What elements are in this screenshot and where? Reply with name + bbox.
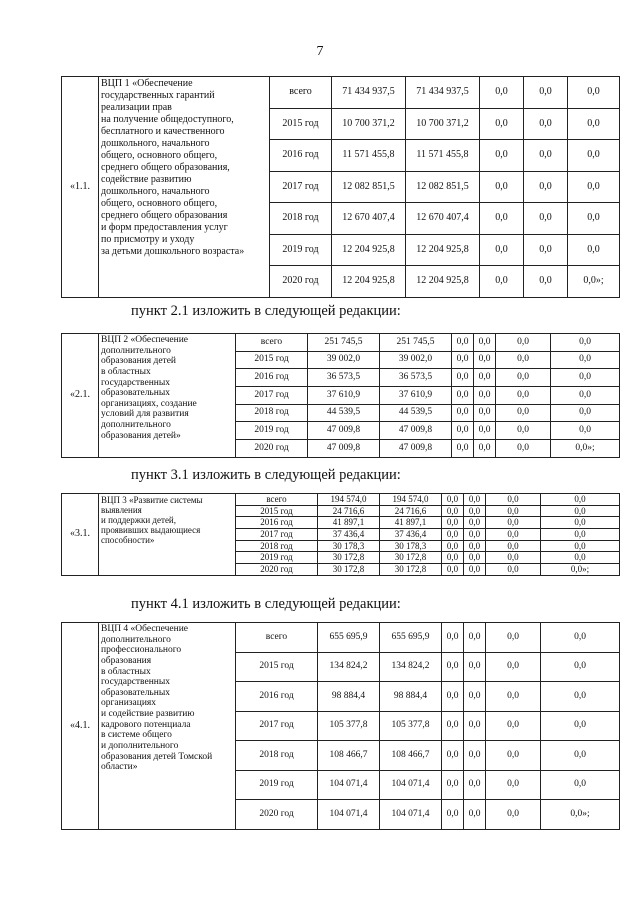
value-cell: 0,0 [464, 505, 486, 517]
value-cell: 0,0 [486, 800, 541, 830]
value-cell: 24 716,6 [380, 505, 442, 517]
value-cell: 108 466,7 [318, 741, 380, 771]
value-cell: 0,0 [568, 108, 620, 140]
value-cell: 0,0 [480, 171, 524, 203]
value-cell: 0,0 [442, 564, 464, 576]
table-3-1 [61, 493, 620, 576]
value-cell: 0,0 [496, 404, 551, 422]
program-name-line: на получение общедоступного, [101, 114, 234, 125]
value-cell: 0,0 [480, 266, 524, 298]
value-cell: 0,0 [474, 404, 496, 422]
value-cell: 47 009,8 [380, 422, 452, 440]
value-cell: 39 002,0 [380, 351, 452, 369]
value-cell: 0,0 [551, 422, 620, 440]
value-cell: 98 884,4 [318, 682, 380, 712]
value-cell: 41 897,1 [380, 517, 442, 529]
item-number: «4.1. [62, 623, 99, 830]
program-name-line: ВЦП 2 «Обеспечение [101, 335, 188, 345]
program-name-line: способности» [101, 535, 155, 546]
program-name-line: среднего общего образования [101, 210, 228, 221]
page-number: 7 [316, 44, 324, 59]
program-name-line: профессионального [101, 645, 182, 656]
value-cell: 0,0»; [568, 266, 620, 298]
value-cell: 0,0 [464, 652, 486, 682]
program-name-line: содействие развитию [101, 174, 192, 185]
value-cell: 0,0 [486, 652, 541, 682]
program-name-line: образовательных [101, 388, 170, 399]
value-cell: 0,0 [452, 369, 474, 387]
program-name-line: организациях, создание [101, 398, 197, 409]
value-cell: 0,0 [551, 369, 620, 387]
value-cell: 105 377,8 [318, 711, 380, 741]
value-cell: 0,0 [524, 108, 568, 140]
value-cell: 0,0 [442, 494, 464, 506]
program-name-line: государственных [101, 677, 171, 688]
value-cell: 0,0 [452, 351, 474, 369]
year-cell: 2019 год [236, 552, 318, 564]
value-cell: 0,0 [541, 770, 620, 800]
value-cell: 0,0 [464, 800, 486, 830]
year-cell: 2018 год [236, 540, 318, 552]
year-cell: 2015 год [236, 505, 318, 517]
value-cell: 0,0 [551, 334, 620, 352]
year-cell: 2017 год [270, 171, 332, 203]
item-number: «1.1. [62, 77, 99, 298]
table-row [62, 494, 620, 506]
value-cell: 11 571 455,8 [332, 140, 406, 172]
value-cell: 0,0 [496, 422, 551, 440]
table-row [62, 77, 620, 109]
program-name-line: проявивших выдающиеся [101, 525, 201, 536]
program-name-line: по присмотру и уходу [101, 234, 195, 245]
program-name-line: ВЦП 3 «Развитие системы [101, 495, 203, 505]
value-cell: 0,0»; [541, 800, 620, 830]
year-cell: 2020 год [236, 564, 318, 576]
value-cell: 104 071,4 [318, 770, 380, 800]
program-name-line: ВЦП 1 «Обеспечение [101, 78, 193, 89]
value-cell: 36 573,5 [308, 369, 380, 387]
value-cell: 0,0 [480, 140, 524, 172]
program-name-line: государственных гарантий [101, 90, 215, 101]
value-cell: 12 082 851,5 [406, 171, 480, 203]
value-cell: 0,0 [568, 77, 620, 109]
value-cell: 36 573,5 [380, 369, 452, 387]
value-cell: 134 824,2 [380, 652, 442, 682]
table-4-1 [61, 622, 620, 830]
year-cell: 2019 год [236, 422, 308, 440]
value-cell: 251 745,5 [308, 334, 380, 352]
program-name-line: и содействие развитию [101, 709, 195, 719]
value-cell: 0,0 [486, 529, 541, 541]
value-cell: 0,0 [464, 564, 486, 576]
program-name-line: среднего общего образования, [101, 162, 230, 173]
value-cell: 0,0 [452, 440, 474, 458]
value-cell: 0,0 [496, 387, 551, 405]
program-name-line: общего, основного общего, [101, 150, 218, 161]
value-cell: 12 082 851,5 [332, 171, 406, 203]
program-name-line: области» [101, 762, 138, 773]
value-cell: 0,0 [464, 517, 486, 529]
program-name-line: выявления [101, 505, 142, 516]
program-name [99, 494, 236, 576]
instruction-4-1: пункт 4.1 изложить в следующей редакции: [131, 596, 401, 612]
program-name-line: организациях [101, 698, 157, 709]
program-name-line: государственных [101, 377, 171, 388]
value-cell: 12 204 925,8 [406, 266, 480, 298]
program-name-line: дополнительного [101, 634, 171, 645]
year-cell: 2018 год [236, 741, 318, 771]
value-cell: 24 716,6 [318, 505, 380, 517]
value-cell: 655 695,9 [380, 623, 442, 653]
value-cell: 0,0 [464, 552, 486, 564]
value-cell: 0,0 [486, 552, 541, 564]
value-cell: 0,0 [568, 234, 620, 266]
program-name [99, 334, 236, 458]
value-cell: 0,0 [442, 529, 464, 541]
value-cell: 0,0 [442, 652, 464, 682]
value-cell: 10 700 371,2 [406, 108, 480, 140]
year-cell: 2020 год [236, 440, 308, 458]
value-cell: 12 670 407,4 [406, 203, 480, 235]
value-cell: 0,0 [551, 387, 620, 405]
program-name-line: ВЦП 4 «Обеспечение [101, 624, 188, 634]
value-cell: 47 009,8 [308, 422, 380, 440]
value-cell: 0,0 [568, 140, 620, 172]
value-cell: 104 071,4 [380, 770, 442, 800]
year-cell: 2015 год [270, 108, 332, 140]
value-cell: 0,0 [541, 711, 620, 741]
value-cell: 0,0 [464, 540, 486, 552]
value-cell: 0,0 [452, 422, 474, 440]
table-row [62, 334, 620, 352]
value-cell: 0,0 [524, 77, 568, 109]
year-cell: 2020 год [236, 800, 318, 830]
value-cell: 0,0 [486, 517, 541, 529]
value-cell: 71 434 937,5 [406, 77, 480, 109]
value-cell: 47 009,8 [380, 440, 452, 458]
value-cell: 12 204 925,8 [332, 234, 406, 266]
table-1-1 [61, 76, 620, 298]
value-cell: 0,0 [442, 517, 464, 529]
value-cell: 0,0 [442, 552, 464, 564]
year-cell: всего [236, 334, 308, 352]
year-cell: 2016 год [236, 517, 318, 529]
value-cell: 30 172,8 [318, 564, 380, 576]
value-cell: 0,0 [486, 711, 541, 741]
value-cell: 0,0 [524, 234, 568, 266]
program-name-line: образования детей» [101, 430, 181, 441]
year-cell: 2019 год [270, 234, 332, 266]
program-name-line: в областных [101, 666, 151, 677]
value-cell: 0,0 [524, 203, 568, 235]
value-cell: 194 574,0 [318, 494, 380, 506]
value-cell: 0,0 [464, 682, 486, 712]
value-cell: 0,0 [486, 741, 541, 771]
value-cell: 0,0 [541, 552, 620, 564]
year-cell: 2019 год [236, 770, 318, 800]
value-cell: 0,0 [486, 682, 541, 712]
value-cell: 37 436,4 [380, 529, 442, 541]
value-cell: 0,0 [474, 440, 496, 458]
program-name-line: образовательных [101, 687, 170, 698]
program-name-line: дополнительного [101, 345, 171, 356]
value-cell: 10 700 371,2 [332, 108, 406, 140]
value-cell: 0,0 [524, 171, 568, 203]
value-cell: 194 574,0 [380, 494, 442, 506]
program-name-line: дошкольного, начального [101, 138, 210, 149]
value-cell: 0,0 [541, 517, 620, 529]
value-cell: 0,0 [486, 540, 541, 552]
value-cell: 0,0 [480, 203, 524, 235]
year-cell: 2018 год [270, 203, 332, 235]
value-cell: 0,0 [474, 369, 496, 387]
value-cell: 0,0 [464, 529, 486, 541]
value-cell: 71 434 937,5 [332, 77, 406, 109]
value-cell: 0,0 [480, 77, 524, 109]
value-cell: 30 178,3 [380, 540, 442, 552]
value-cell: 0,0 [486, 494, 541, 506]
program-name-line: кадрового потенциала [101, 719, 191, 730]
year-cell: всего [236, 623, 318, 653]
value-cell: 0,0 [480, 234, 524, 266]
value-cell: 37 436,4 [318, 529, 380, 541]
value-cell: 0,0 [442, 623, 464, 653]
value-cell: 0,0 [541, 741, 620, 771]
value-cell: 41 897,1 [318, 517, 380, 529]
value-cell: 0,0 [551, 404, 620, 422]
value-cell: 0,0 [464, 741, 486, 771]
value-cell: 30 172,8 [380, 564, 442, 576]
program-name-line: за детьми дошкольного возраста» [101, 246, 245, 257]
program-name-line: образования [101, 655, 152, 666]
year-cell: 2017 год [236, 529, 318, 541]
value-cell: 0,0 [496, 369, 551, 387]
value-cell: 44 539,5 [380, 404, 452, 422]
value-cell: 0,0»; [551, 440, 620, 458]
value-cell: 0,0 [486, 623, 541, 653]
program-name-line: и поддержки детей, [101, 515, 177, 526]
value-cell: 0,0 [486, 505, 541, 517]
value-cell: 0,0 [568, 203, 620, 235]
year-cell: 2015 год [236, 351, 308, 369]
value-cell: 0,0 [442, 540, 464, 552]
year-cell: 2016 год [270, 140, 332, 172]
program-name [99, 77, 270, 298]
value-cell: 0,0 [442, 800, 464, 830]
value-cell: 0,0 [474, 387, 496, 405]
value-cell: 251 745,5 [380, 334, 452, 352]
value-cell: 30 172,8 [380, 552, 442, 564]
value-cell: 0,0 [452, 404, 474, 422]
value-cell: 0,0 [480, 108, 524, 140]
year-cell: 2015 год [236, 652, 318, 682]
value-cell: 12 670 407,4 [332, 203, 406, 235]
value-cell: 0,0 [524, 266, 568, 298]
year-cell: 2016 год [236, 369, 308, 387]
program-name-line: и дополнительного [101, 740, 179, 751]
value-cell: 0,0 [541, 682, 620, 712]
value-cell: 30 178,3 [318, 540, 380, 552]
value-cell: 0,0 [486, 564, 541, 576]
program-name-line: в областных [101, 366, 151, 377]
value-cell: 0,0 [551, 351, 620, 369]
value-cell: 11 571 455,8 [406, 140, 480, 172]
value-cell: 655 695,9 [318, 623, 380, 653]
value-cell: 0,0 [541, 623, 620, 653]
program-name-line: в системе общего [101, 730, 172, 741]
program-name-line: дополнительного [101, 420, 171, 430]
year-cell: 2017 год [236, 711, 318, 741]
value-cell: 0,0 [474, 422, 496, 440]
value-cell: 0,0 [496, 440, 551, 458]
value-cell: 0,0 [496, 351, 551, 369]
instruction-3-1: пункт 3.1 изложить в следующей редакции: [131, 467, 401, 483]
year-cell: всего [236, 494, 318, 506]
program-name-line: образования детей Томской [101, 751, 213, 762]
program-name-line: общего, основного общего, [101, 198, 218, 209]
value-cell: 0,0 [452, 334, 474, 352]
value-cell: 44 539,5 [308, 404, 380, 422]
value-cell: 37 610,9 [308, 387, 380, 405]
value-cell: 105 377,8 [380, 711, 442, 741]
year-cell: 2020 год [270, 266, 332, 298]
value-cell: 0,0 [541, 540, 620, 552]
value-cell: 0,0 [541, 529, 620, 541]
value-cell: 37 610,9 [380, 387, 452, 405]
value-cell: 98 884,4 [380, 682, 442, 712]
year-cell: 2018 год [236, 404, 308, 422]
item-number: «2.1. [62, 334, 99, 458]
value-cell: 0,0 [541, 505, 620, 517]
value-cell: 104 071,4 [380, 800, 442, 830]
value-cell: 0,0 [474, 334, 496, 352]
value-cell: 0,0 [524, 140, 568, 172]
value-cell: 12 204 925,8 [406, 234, 480, 266]
value-cell: 0,0 [442, 505, 464, 517]
value-cell: 30 172,8 [318, 552, 380, 564]
item-number: «3.1. [62, 494, 99, 576]
table-2-1 [61, 333, 620, 458]
year-cell: всего [270, 77, 332, 109]
value-cell: 0,0 [474, 351, 496, 369]
year-cell: 2017 год [236, 387, 308, 405]
value-cell: 0,0 [464, 711, 486, 741]
program-name-line: бесплатного и качественного [101, 126, 225, 137]
value-cell: 0,0 [442, 682, 464, 712]
table-row [62, 623, 620, 653]
program-name-line: образования детей [101, 356, 176, 367]
value-cell: 0,0 [464, 770, 486, 800]
value-cell: 0,0 [442, 711, 464, 741]
value-cell: 0,0 [568, 171, 620, 203]
value-cell: 0,0 [464, 494, 486, 506]
value-cell: 0,0 [486, 770, 541, 800]
program-name-line: реализации прав [101, 102, 172, 113]
value-cell: 0,0 [541, 652, 620, 682]
program-name-line: дошкольного, начального [101, 186, 210, 197]
value-cell: 108 466,7 [380, 741, 442, 771]
value-cell: 104 071,4 [318, 800, 380, 830]
value-cell: 0,0 [496, 334, 551, 352]
value-cell: 0,0»; [541, 564, 620, 576]
value-cell: 0,0 [541, 494, 620, 506]
program-name-line: условий для развития [101, 409, 189, 420]
value-cell: 134 824,2 [318, 652, 380, 682]
program-name-line: и форм предоставления услуг [101, 222, 228, 233]
value-cell: 0,0 [442, 770, 464, 800]
value-cell: 12 204 925,8 [332, 266, 406, 298]
value-cell: 39 002,0 [308, 351, 380, 369]
value-cell: 0,0 [464, 623, 486, 653]
value-cell: 0,0 [452, 387, 474, 405]
year-cell: 2016 год [236, 682, 318, 712]
instruction-2-1: пункт 2.1 изложить в следующей редакции: [131, 303, 401, 319]
value-cell: 0,0 [442, 741, 464, 771]
value-cell: 47 009,8 [308, 440, 380, 458]
program-name [99, 623, 236, 830]
